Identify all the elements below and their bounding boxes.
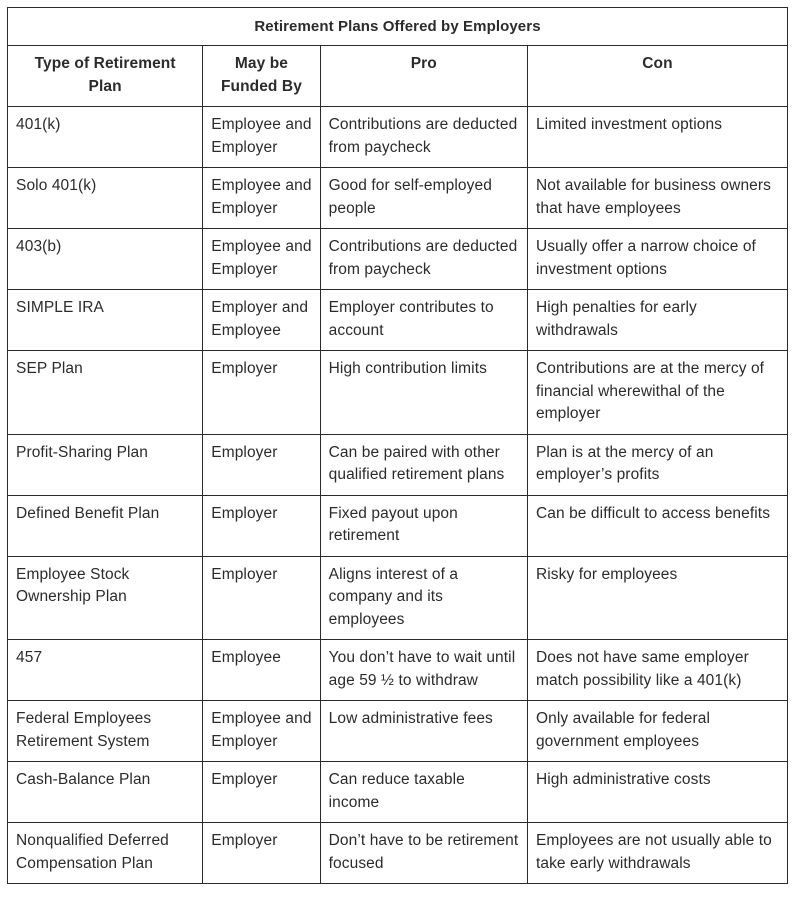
table-row bbox=[8, 495, 788, 556]
table-row bbox=[8, 351, 788, 435]
cell-plan-type: Nonqualified Deferred Compensation Plan bbox=[8, 823, 203, 884]
cell-plan-type: Profit-Sharing Plan bbox=[8, 434, 203, 495]
cell-con: Not available for business owners that have employees bbox=[527, 168, 787, 229]
cell-pro: Good for self-employed people bbox=[320, 168, 527, 229]
cell-con: Only available for federal government employees bbox=[527, 701, 787, 762]
cell-pro: Aligns interest of a company and its employees bbox=[320, 556, 527, 640]
cell-pro: Can reduce taxable income bbox=[320, 762, 527, 823]
cell-plan-type: SEP Plan bbox=[8, 351, 203, 435]
cell-con: High penalties for early withdrawals bbox=[527, 290, 787, 351]
cell-con: Does not have same employer match possibility like a 401(k) bbox=[527, 640, 787, 701]
cell-funded-by: Employer bbox=[203, 762, 320, 823]
header-pro: Pro bbox=[320, 46, 527, 107]
retirement-plans-table bbox=[7, 7, 788, 884]
cell-plan-type: Defined Benefit Plan bbox=[8, 495, 203, 556]
cell-pro: Fixed payout upon retirement bbox=[320, 495, 527, 556]
cell-con: Risky for employees bbox=[527, 556, 787, 640]
cell-funded-by: Employer and Employee bbox=[203, 290, 320, 351]
cell-plan-type: Federal Employees Retirement System bbox=[8, 701, 203, 762]
cell-funded-by: Employer bbox=[203, 434, 320, 495]
table-row bbox=[8, 556, 788, 640]
cell-plan-type: 457 bbox=[8, 640, 203, 701]
cell-pro: Low administrative fees bbox=[320, 701, 527, 762]
header-row bbox=[8, 46, 788, 107]
table-row bbox=[8, 434, 788, 495]
cell-pro: Contributions are deducted from paycheck bbox=[320, 229, 527, 290]
cell-pro: You don’t have to wait until age 59 ½ to withdraw bbox=[320, 640, 527, 701]
cell-funded-by: Employee and Employer bbox=[203, 107, 320, 168]
table-title: Retirement Plans Offered by Employers bbox=[8, 8, 788, 46]
header-plan-type: Type of Retirement Plan bbox=[8, 46, 203, 107]
cell-plan-type: Solo 401(k) bbox=[8, 168, 203, 229]
table-row bbox=[8, 229, 788, 290]
table-body bbox=[8, 107, 788, 884]
table-row bbox=[8, 290, 788, 351]
cell-pro: High contribution limits bbox=[320, 351, 527, 435]
cell-funded-by: Employer bbox=[203, 495, 320, 556]
table-row bbox=[8, 762, 788, 823]
cell-funded-by: Employer bbox=[203, 556, 320, 640]
cell-plan-type: SIMPLE IRA bbox=[8, 290, 203, 351]
cell-funded-by: Employer bbox=[203, 351, 320, 435]
cell-funded-by: Employee and Employer bbox=[203, 168, 320, 229]
cell-pro: Employer contributes to account bbox=[320, 290, 527, 351]
cell-plan-type: 403(b) bbox=[8, 229, 203, 290]
table-row bbox=[8, 107, 788, 168]
table-row bbox=[8, 168, 788, 229]
table-row bbox=[8, 701, 788, 762]
header-con: Con bbox=[527, 46, 787, 107]
cell-pro: Contributions are deducted from paycheck bbox=[320, 107, 527, 168]
cell-plan-type: 401(k) bbox=[8, 107, 203, 168]
cell-plan-type: Employee Stock Ownership Plan bbox=[8, 556, 203, 640]
cell-funded-by: Employee and Employer bbox=[203, 229, 320, 290]
cell-pro: Can be paired with other qualified retirement plans bbox=[320, 434, 527, 495]
table-row bbox=[8, 640, 788, 701]
cell-pro: Don’t have to be retirement focused bbox=[320, 823, 527, 884]
cell-con: Limited investment options bbox=[527, 107, 787, 168]
cell-funded-by: Employer bbox=[203, 823, 320, 884]
cell-con: High administrative costs bbox=[527, 762, 787, 823]
table-row bbox=[8, 823, 788, 884]
header-funded-by: May be Funded By bbox=[203, 46, 320, 107]
table-container bbox=[7, 7, 788, 884]
cell-con: Usually offer a narrow choice of investment options bbox=[527, 229, 787, 290]
cell-plan-type: Cash-Balance Plan bbox=[8, 762, 203, 823]
cell-con: Can be difficult to access benefits bbox=[527, 495, 787, 556]
cell-con: Employees are not usually able to take early withdrawals bbox=[527, 823, 787, 884]
cell-funded-by: Employee bbox=[203, 640, 320, 701]
cell-con: Contributions are at the mercy of financial wherewithal of the employer bbox=[527, 351, 787, 435]
cell-funded-by: Employee and Employer bbox=[203, 701, 320, 762]
cell-con: Plan is at the mercy of an employer’s profits bbox=[527, 434, 787, 495]
